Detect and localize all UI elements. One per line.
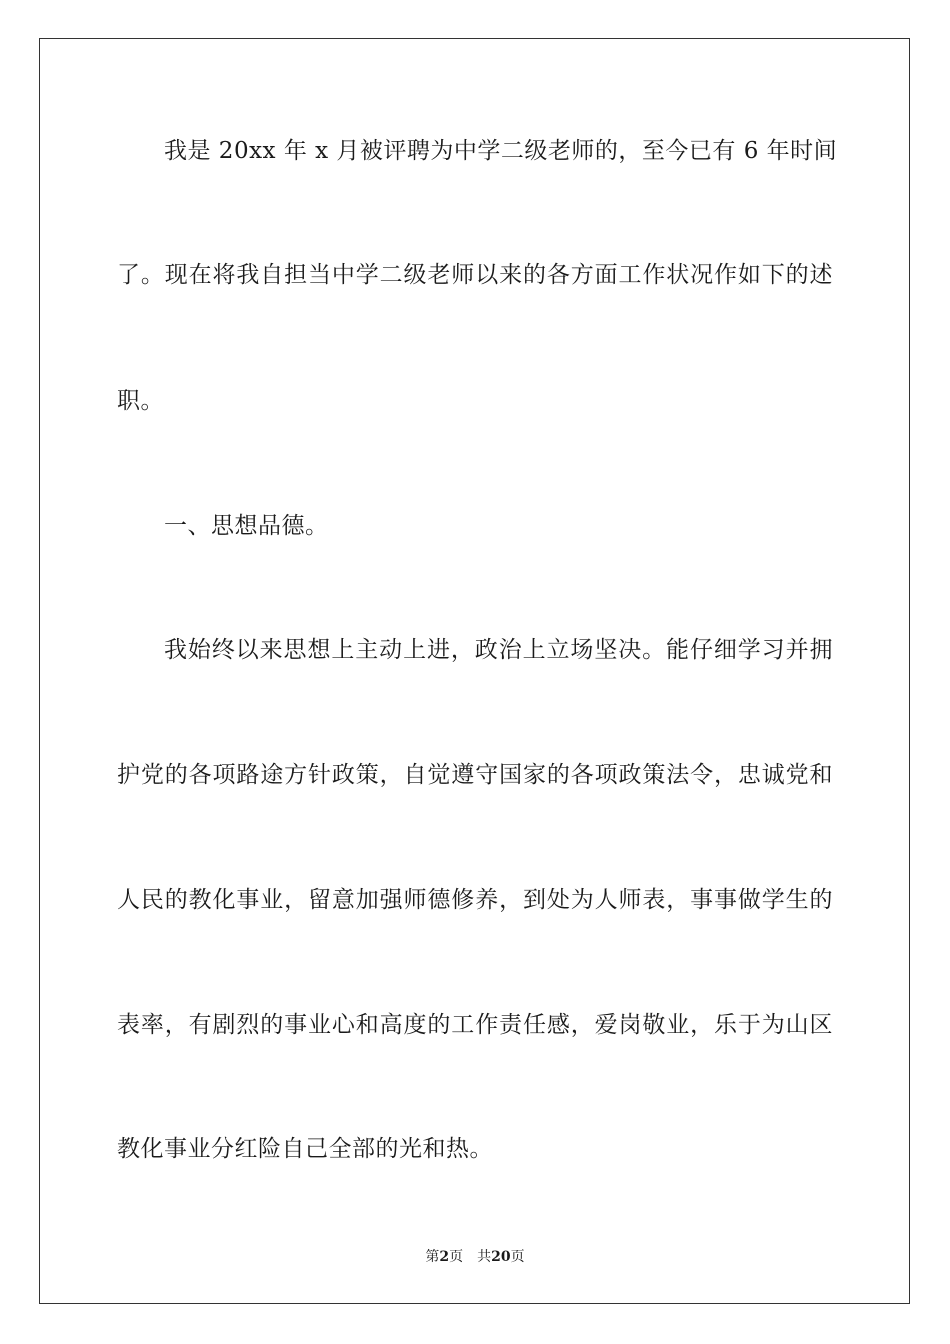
footer-total-prefix: 共: [477, 1249, 492, 1265]
footer-page-suffix: 页: [449, 1249, 464, 1265]
footer-prefix: 第: [425, 1249, 440, 1265]
footer-total-pages: 20: [491, 1249, 511, 1265]
paragraph-line-6: 人民的教化事业，留意加强师德修养，到处为人师表，事事做学生的: [117, 887, 833, 913]
paragraph-line-8: 教化事业分红险自己全部的光和热。: [117, 1136, 493, 1162]
page-frame: [39, 38, 910, 1304]
page-footer: [0, 1247, 950, 1267]
paragraph-line-4: 我始终以来思想上主动上进，政治上立场坚决。能仔细学习并拥: [164, 637, 833, 663]
paragraph-line-2: 了。现在将我自担当中学二级老师以来的各方面工作状况作如下的述: [117, 262, 833, 288]
section-heading: 一、思想品德。: [164, 513, 329, 539]
footer-page-number: 2: [439, 1249, 450, 1265]
footer-total-suffix: 页: [510, 1249, 525, 1265]
paragraph-line-3: 职。: [117, 388, 164, 414]
paragraph-line-5: 护党的各项路途方针政策，自觉遵守国家的各项政策法令，忠诚党和: [117, 762, 833, 788]
paragraph-line-7: 表率，有剧烈的事业心和高度的工作责任感，爱岗敬业，乐于为山区: [117, 1012, 833, 1038]
paragraph-line-1: 我是 20xx 年 x 月被评聘为中学二级老师的，至今已有 6 年时间: [164, 138, 838, 164]
